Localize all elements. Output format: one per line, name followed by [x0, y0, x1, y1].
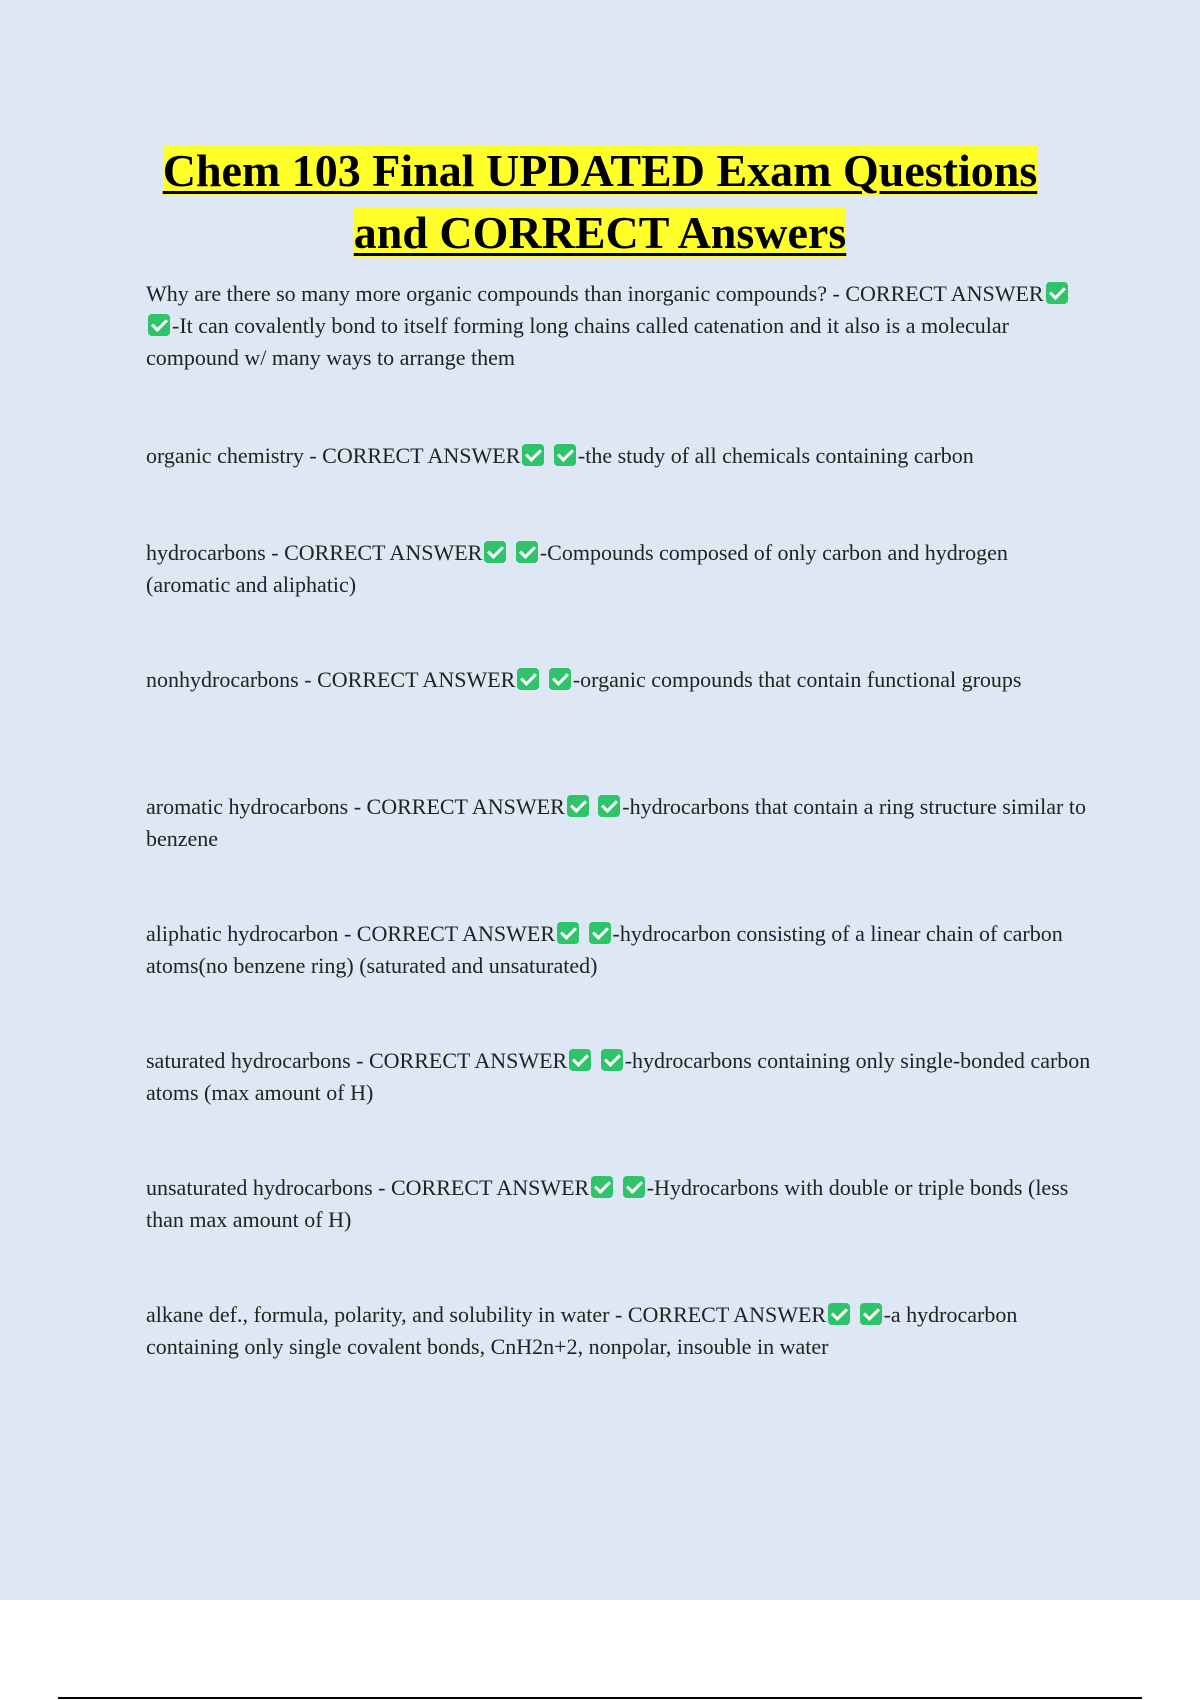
qa-item: aromatic hydrocarbons - CORRECT ANSWER -hydrocarbons that contain a ring structure similar to benzene: [146, 794, 1086, 851]
title-line-1: Chem 103 Final UPDATED Exam Questions: [162, 145, 1038, 196]
answer-text: -Compounds composed of only carbon and hydrogen (aromatic and aliphatic): [146, 540, 1008, 597]
qa-item: saturated hydrocarbons - CORRECT ANSWER -hydrocarbons containing only single-bonded carbon atoms (max amount of H): [146, 1048, 1091, 1105]
qa-item: organic chemistry - CORRECT ANSWER -the study of all chemicals containing carbon: [146, 443, 974, 468]
qa-item: nonhydrocarbons - CORRECT ANSWER -organic compounds that contain functional groups: [146, 667, 1022, 692]
answer-text: -a hydrocarbon containing only single covalent bonds, CnH2n+2, nonpolar, insouble in water: [146, 1302, 1018, 1359]
check-mark-icon: [549, 668, 571, 690]
check-mark-icon: [522, 444, 544, 466]
check-mark-icon: [598, 795, 620, 817]
qa-item: alkane def., formula, polarity, and solubility in water - CORRECT ANSWER -a hydrocarbon containing only single covalent bonds, CnH2n+2, nonpolar, insouble in water: [146, 1302, 1018, 1359]
check-mark-icon: [148, 314, 170, 336]
answer-label: CORRECT ANSWER: [845, 281, 1044, 306]
check-mark-icon: [601, 1049, 623, 1071]
answer-text: -It can covalently bond to itself forming long chains called catenation and it also is a molecular compound w/ many ways to arrange them: [146, 313, 1009, 370]
qa-item: hydrocarbons - CORRECT ANSWER -Compounds composed of only carbon and hydrogen (aromatic and aliphatic): [146, 540, 1008, 597]
check-mark-icon: [516, 541, 538, 563]
question-text: hydrocarbons: [146, 540, 266, 565]
qa-item: Why are there so many more organic compounds than inorganic compounds? - CORRECT ANSWER -It can covalently bond to itself forming long chains called catenation and it also is a molecular compound w/ many ways to arrange them: [146, 278, 1096, 374]
answer-label: CORRECT ANSWER: [284, 540, 483, 565]
answer-label: CORRECT ANSWER: [627, 1302, 827, 1327]
answer-text: -the study of all chemicals containing carbon: [577, 443, 974, 468]
question-text: aliphatic hydrocarbon: [146, 921, 339, 946]
answer-text: -hydrocarbons that contain a ring structure similar to benzene: [146, 794, 1086, 851]
answer-label: CORRECT ANSWER: [322, 443, 521, 468]
check-mark-icon: [567, 795, 589, 817]
question-text: nonhydrocarbons: [146, 667, 299, 692]
check-mark-icon: [517, 668, 539, 690]
answer-label: CORRECT ANSWER: [390, 1175, 590, 1200]
check-mark-icon: [569, 1049, 591, 1071]
question-text: Why are there so many more organic compounds than inorganic compounds?: [146, 281, 828, 306]
question-text: organic chemistry: [146, 443, 304, 468]
check-mark-icon: [557, 922, 579, 944]
answer-text: -Hydrocarbons with double or triple bonds (less than max amount of H): [146, 1175, 1069, 1232]
check-mark-icon: [484, 541, 506, 563]
answer-label: CORRECT ANSWER: [356, 921, 556, 946]
answer-label: CORRECT ANSWER: [368, 1048, 568, 1073]
answer-label: CORRECT ANSWER: [317, 667, 516, 692]
question-text: saturated hydrocarbons: [146, 1048, 351, 1073]
check-mark-icon: [828, 1303, 850, 1325]
qa-item: unsaturated hydrocarbons - CORRECT ANSWER -Hydrocarbons with double or triple bonds (less than max amount of H): [146, 1175, 1069, 1232]
check-mark-icon: [623, 1176, 645, 1198]
question-text: alkane def., formula, polarity, and solubility in water: [146, 1302, 610, 1327]
check-mark-icon: [591, 1176, 613, 1198]
question-text: unsaturated hydrocarbons: [146, 1175, 373, 1200]
check-mark-icon: [554, 444, 576, 466]
qa-item: aliphatic hydrocarbon - CORRECT ANSWER -hydrocarbon consisting of a linear chain of carbon atoms(no benzene ring) (saturated and unsaturated): [146, 921, 1063, 978]
title-line-2: and CORRECT Answers: [353, 207, 847, 258]
check-mark-icon: [589, 922, 611, 944]
answer-label: CORRECT ANSWER: [366, 794, 565, 819]
check-mark-icon: [1046, 282, 1068, 304]
document-title: [0, 140, 1200, 264]
answer-text: -organic compounds that contain functional groups: [572, 667, 1022, 692]
footer-divider: [58, 1697, 1142, 1699]
answer-text: -hydrocarbon consisting of a linear chain of carbon atoms(no benzene ring) (saturated and unsaturated): [146, 921, 1063, 978]
question-text: aromatic hydrocarbons: [146, 794, 349, 819]
answer-text: -hydrocarbons containing only single-bonded carbon atoms (max amount of H): [146, 1048, 1091, 1105]
check-mark-icon: [860, 1303, 882, 1325]
